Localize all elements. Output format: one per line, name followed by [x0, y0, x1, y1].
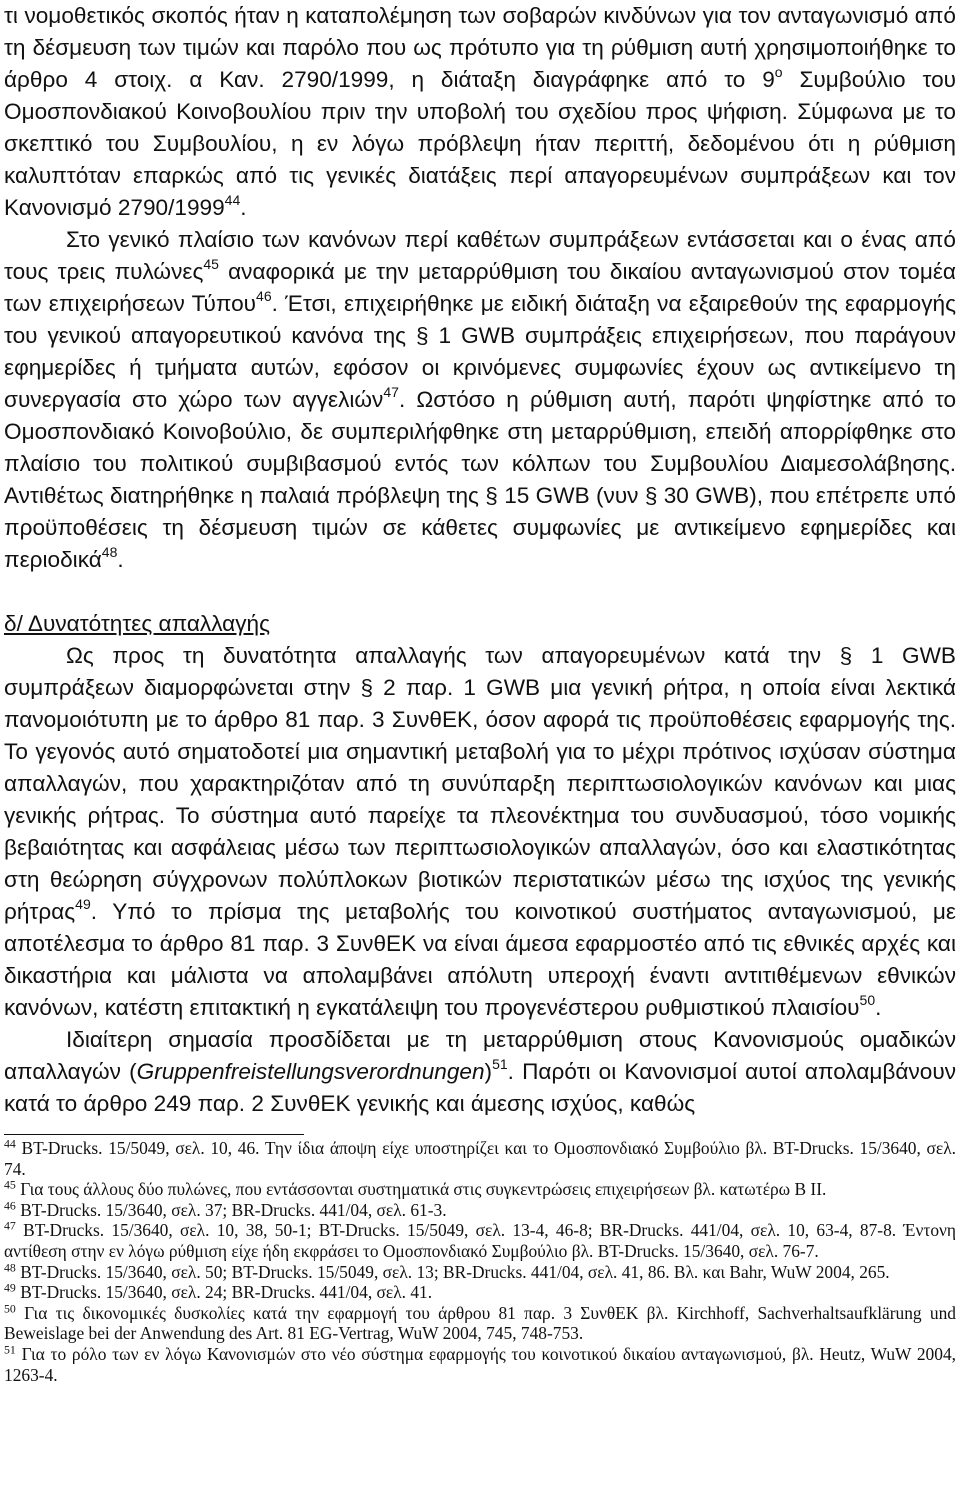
footnote-ref: 48 — [101, 543, 118, 560]
footnote-separator — [4, 1134, 304, 1135]
footnote-ref: 49 — [75, 895, 91, 912]
footnote — [4, 1282, 956, 1303]
paragraph — [4, 640, 956, 1024]
footnote-ref: 47 — [383, 383, 399, 400]
text-run: δ/ Δυνατότητες απαλλαγής — [4, 611, 270, 636]
text-run: ) — [484, 1059, 493, 1084]
footnote-text: BT-Drucks. 15/5049, σελ. 10, 46. Την ίδια άποψη είχε υποστηρίζει και το Ομοσπονδιακό Συμβούλιο βλ. BT-Drucks. 15/3640, σελ. 74. — [4, 1138, 956, 1179]
footnotes — [4, 1138, 956, 1385]
footnote-text: Για το ρόλο των εν λόγω Κανονισμών στο νέο σύστημα εφαρμογής του κοινοτικού δικαίου ανταγωνισμού, βλ. Heutz, WuW 2004, 1263-4. — [4, 1343, 956, 1385]
footnote — [4, 1179, 956, 1200]
footnote-ref: 50 — [859, 991, 876, 1008]
footnote-text: Για τους άλλους δύο πυλώνες, που εντάσσονται συστηματικά στις συγκεντρώσεις επιχειρήσεων βλ. κατωτέρω Β ΙΙ. — [20, 1179, 827, 1200]
footnote-number: 47 — [4, 1218, 16, 1233]
footnote-text: BT-Drucks. 15/3640, σελ. 24; BR-Drucks. 441/04, σελ. 41. — [20, 1282, 433, 1303]
text-run: . Ωστόσο η ρύθμιση αυτή, παρότι ψηφίστηκε από το Ομοσπονδιακό Κοινοβούλιο, δε συμπεριλήφθηκε στη μεταρρύθμιση, επειδή απορρίφθηκε στο πλαίσιο του πολιτικού συμβιβασμού εντός των κόλπων του Συμβουλίου Διαμεσολάβησης. Αντιθέτως διατηρήθηκε η παλαιά πρόβλεψη της § 15 GWB (νυν § 30 GWB), που επέτρεπε υπό προϋποθέσεις τη δέσμευση τιμών σε κάθετες συμφωνίες με αντικείμενο εφημερίδες και περιοδικά — [4, 387, 957, 572]
text-run: . Έτσι, επιχειρήθηκε με ειδική διάταξη να εξαιρεθούν της εφαρμογής του γενικού απαγορευτικού κανόνα της § 1 GWB συμπράξεις επιχειρήσεων, που παράγουν εφημερίδες ή τμήματα αυτών, εφόσον οι κρινόμενες συμφωνίες έχουν ως αντικείμενο τη συνεργασία στο χώρο των αγγελιών — [4, 291, 956, 412]
body-text — [4, 0, 956, 1120]
footnote-text: BT-Drucks. 15/3640, σελ. 10, 38, 50-1; BT-Drucks. 15/5049, σελ. 13-4, 46-8; BR-Drucks. 441/04, σελ. 10, 63-4, 87-8. Έντονη αντίθεση στην εν λόγω ρύθμιση είχε ήδη εκφράσει το Ομοσπονδιακό Συμβούλιο βλ. BT-Drucks. 15/3640, σελ. 76-7. — [4, 1220, 956, 1261]
footnote-ref: 45 — [203, 255, 219, 272]
footnote-number: 51 — [4, 1342, 16, 1357]
text-run: . — [875, 995, 882, 1020]
footnote — [4, 1344, 956, 1385]
text-run: . Παρότι οι Κανονισμοί αυτοί απολαμβάνουν κατά το άρθρο 249 παρ. 2 ΣυνθΕΚ γενικής και άμεσης ισχύος, καθώς — [4, 1059, 956, 1116]
footnote-ref: ο — [774, 63, 783, 80]
footnote-number: 44 — [4, 1136, 16, 1151]
footnote-text: Για τις δικονομικές δυσκολίες κατά την εφαρμογή του άρθρου 81 παρ. 3 ΣυνθΕΚ βλ. Kirchhoff, Sachverhaltsaufklärung und Beweislage bei der Anwendung des Art. 81 EG-Vertrag, WuW 2004, 745, 748-753. — [4, 1302, 956, 1344]
text-run: . — [117, 547, 124, 572]
text-run: Συμβούλιο του Ομοσπονδιακού Κοινοβουλίου πριν την υποβολή του σχεδίου προς ψήφιση. Σύμφωνα με το σκεπτικό του Συμβουλίου, η εν λόγω πρόβλεψη ήταν περιττή, δεδομένου ότι η ρύθμιση καλυπτόταν επαρκώς από τις γενικές διατάξεις περί απαγορευμένων συμπράξεων και τον Κανονισμό 2790/1999 — [4, 67, 956, 220]
footnote-ref: 51 — [492, 1055, 508, 1072]
footnote — [4, 1138, 956, 1179]
text-run: Ως προς τη δυνατότητα απαλλαγής των απαγορευμένων κατά την § 1 GWB συμπράξεων διαμορφώνεται στην § 2 παρ. 1 GWB μια γενική ρήτρα, η οποία είναι λεκτικά πανομοιότυπη με το άρθρο 81 παρ. 3 ΣυνθΕΚ, όσον αφορά τις προϋποθέσεις εφαρμογής της. Το γεγονός αυτό σηματοδοτεί μια σημαντική μεταβολή για το μέχρι πρότινος ισχύσαν σύστημα απαλλαγών, που χαρακτηριζόταν από τη συνύπαρξη περιπτωσιολογικών κανόνων και μιας γενικής ρήτρας. Το σύστημα αυτό παρείχε τα πλεονέκτημα του συνδυασμού, τόσο νομικής βεβαιότητας και ασφάλειας μέσω των περιπτωσιολογικών απαλλαγών, όσο και ελαστικότητας στη θεώρηση σύγχρονων πολύπλοκων βιοτικών περιστατικών μέσω της ισχύος της γενικής ρήτρας — [4, 643, 956, 924]
footnote-text: BT-Drucks. 15/3640, σελ. 37; BR-Drucks. 441/04, σελ. 61-3. — [20, 1199, 447, 1220]
footnote-ref: 44 — [224, 191, 241, 208]
footnote-number: 46 — [4, 1198, 16, 1213]
footnote-number: 50 — [4, 1301, 16, 1316]
text-run: Στο γενικό πλαίσιο των κανόνων περί καθέτων συμπράξεων εντάσσεται και ο ένας από τους τρεις πυλώνες — [4, 227, 956, 284]
text-run: αναφορικά με την μεταρρύθμιση του δικαίου ανταγωνισμού στον τομέα των επιχειρήσεων Τύπου — [4, 259, 956, 316]
section-heading — [4, 608, 956, 640]
footnote — [4, 1200, 956, 1221]
footnote — [4, 1262, 956, 1283]
text-run: . Υπό το πρίσμα της μεταβολής του κοινοτικού συστήματος ανταγωνισμού, με αποτέλεσμα το άρθρο 81 παρ. 3 ΣυνθΕΚ να είναι άμεσα εφαρμοστέο από τις εθνικές αρχές και δικαστήρια και μάλιστα να απολαμβάνει απόλυτη υπεροχή έναντι αντιτιθέμενων εθνικών κανόνων, κατέστη επιτακτική η εγκατάλειψη του προγενέστερου ρυθμιστικού πλαισίου — [4, 899, 956, 1020]
footnote-text: BT-Drucks. 15/3640, σελ. 50; BT-Drucks. 15/5049, σελ. 13; BR-Drucks. 441/04, σελ. 41, 86. Βλ. και Bahr, WuW 2004, 265. — [20, 1261, 890, 1282]
paragraph — [4, 0, 956, 224]
footnote-ref: 46 — [256, 287, 272, 304]
footnote-number: 48 — [4, 1260, 16, 1275]
paragraph — [4, 1024, 956, 1120]
footnote — [4, 1220, 956, 1261]
footnote-number: 49 — [4, 1280, 16, 1295]
footnote — [4, 1303, 956, 1344]
paragraph — [4, 224, 956, 576]
footnote-number: 45 — [4, 1177, 16, 1192]
text-run: τι νομοθετικός σκοπός ήταν η καταπολέμηση των σοβαρών κινδύνων για τον ανταγωνισμό από τη δέσμευση των τιμών και παρόλο που ως πρότυπο για τη ρύθμιση αυτή χρησιμοποιήθηκε το άρθρο 4 στοιχ. α Καν. 2790/1999, η διάταξη διαγράφηκε από το 9 — [4, 3, 956, 92]
text-run: Ιδιαίτερη σημασία προσδίδεται με τη μεταρρύθμιση στους Κανονισμούς ομαδικών απαλλαγών ( — [4, 1027, 956, 1084]
italic-term: Gruppenfreistellungsverordnungen — [136, 1059, 485, 1084]
text-run: . — [240, 195, 247, 220]
